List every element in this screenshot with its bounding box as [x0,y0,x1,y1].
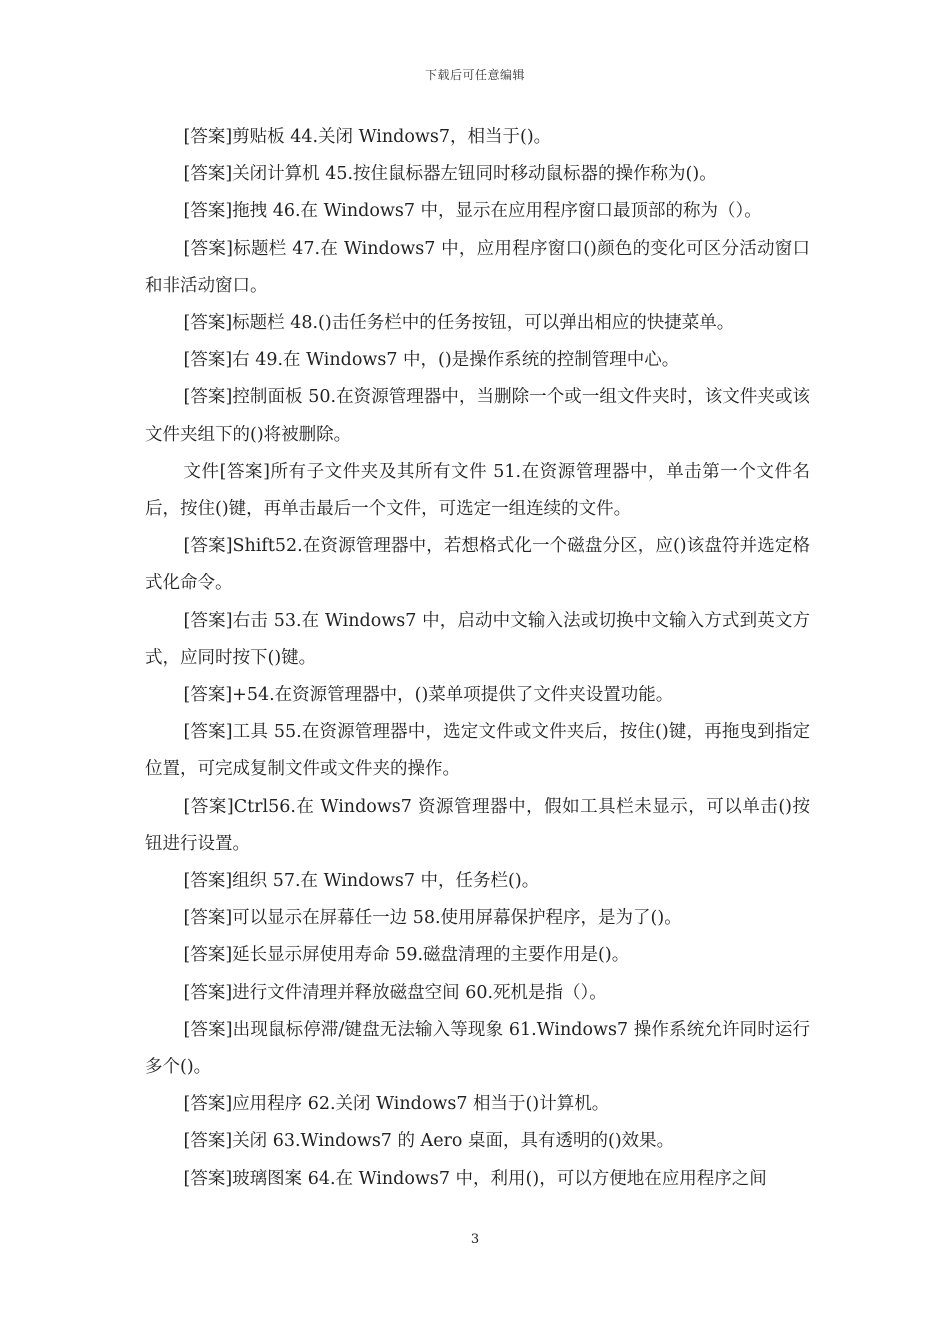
page-header: 下载后可任意编辑 [424,68,525,82]
paragraph: [答案]Shift52.在资源管理器中，若想格式化一个磁盘分区，应()该盘符并选定格式化命令。 [145,536,810,594]
paragraph: [答案]进行文件清理并释放磁盘空间 60.死机是指（）。 [183,982,607,1003]
paragraph: 文件[答案]所有子文件夹及其所有文件 51.在资源管理器中，单击第一个文件名后，按住()键，再单击最后一个文件，可选定一组连续的文件。 [145,461,810,520]
paragraph: [答案]Ctrl56.在 Windows7 资源管理器中，假如工具栏未显示，可以单击()按钮进行设置。 [145,796,810,854]
page-number: 3 [470,1232,480,1247]
paragraph: [答案]关闭 63.Windows7 的 Aero 桌面，具有透明的()效果。 [183,1131,675,1152]
paragraph: [答案]组织 57.在 Windows7 中，任务栏()。 [183,871,540,892]
paragraph: [答案]右击 53.在 Windows7 中，启动中文输入法或切换中文输入方式到英文方式，应同时按下()键。 [145,610,810,668]
paragraph: [答案]标题栏 48.()击任务栏中的任务按钮，可以弹出相应的快捷菜单。 [183,313,735,334]
paragraph: [答案]应用程序 62.关闭 Windows7 相当于()计算机。 [183,1094,610,1115]
paragraph: [答案]右 49.在 Windows7 中，()是操作系统的控制管理中心。 [183,350,680,371]
paragraph: [答案]控制面板 50.在资源管理器中，当删除一个或一组文件夹时，该文件夹或该文件夹组下的()将被删除。 [145,387,810,445]
paragraph: [答案]延长显示屏使用寿命 59.磁盘清理的主要作用是()。 [183,945,630,966]
paragraph: [答案]剪贴板 44.关闭 Windows7，相当于()。 [183,127,552,147]
document-body [145,119,810,1198]
paragraph: [答案]关闭计算机 45.按住鼠标器左钮同时移动鼠标器的操作称为()。 [183,164,717,185]
paragraph: [答案]出现鼠标停滞/键盘无法输入等现象 61.Windows7 操作系统允许同时运行多个()。 [145,1019,810,1078]
paragraph: [答案]+54.在资源管理器中，()菜单项提供了文件夹设置功能。 [183,685,674,706]
paragraph: [答案]玻璃图案 64.在 Windows7 中，利用()，可以方便地在应用程序之间 [183,1168,767,1189]
paragraph: [答案]工具 55.在资源管理器中，选定文件或文件夹后，按住()键，再拖曳到指定位置，可完成复制文件或文件夹的操作。 [145,722,810,780]
paragraph: [答案]可以显示在屏幕任一边 58.使用屏幕保护程序，是为了()。 [183,908,682,929]
paragraph: [答案]拖拽 46.在 Windows7 中，显示在应用程序窗口最顶部的称为（）。 [183,201,762,222]
paragraph: [答案]标题栏 47.在 Windows7 中，应用程序窗口()颜色的变化可区分活动窗口和非活动窗口。 [145,238,810,296]
